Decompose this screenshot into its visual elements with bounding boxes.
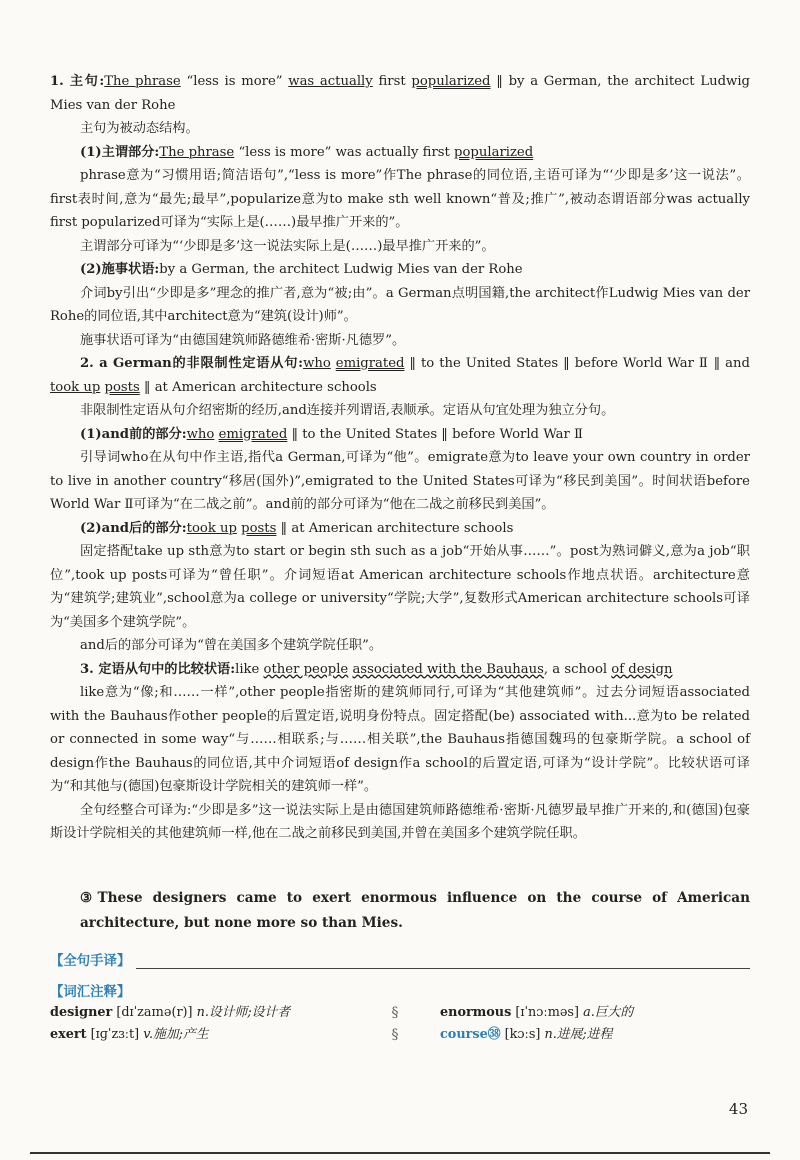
vocab-list bbox=[50, 1002, 750, 1046]
vocab-item: designer [dɪˈzaɪnə(r)] n.设计师;设计者 bbox=[50, 1004, 291, 1020]
section-1-heading: 1. 主句:The phrase “less is more” was actually first popularized ‖ by a German, the architect Ludwig Mies van der Rohe bbox=[50, 74, 750, 113]
paragraph: 介词by引出“少即是多”理念的推广者,意为“被;由”。a German点明国籍,the architect作Ludwig Mies van der Rohe的同位语,其中architect意为“建筑(设计)师”。 bbox=[50, 285, 750, 324]
quote-sentence: ③These designers came to exert enormous influence on the course of American architecture, but none more so than Mies. bbox=[80, 889, 750, 931]
paragraph: like意为“像;和……一样”,other people指密斯的建筑师同行,可译为“其他建筑师”。过去分词短语associated with the Bauhaus作other people的后置定语,说明身份特点。固定搭配(be) associated with...意为to be related or connected in some way“与……相联系;与……相关联”,the Bauhaus指德国魏玛的包豪斯学院。a school of design作the Bauhaus的同位语,其中介词短语of design作a school的后置定语,可译为“设计学院”。比较状语可译为“和其他与(德国)包豪斯设计学院相关的建筑师一样”。 bbox=[50, 685, 750, 794]
subsection-heading: (2)施事状语:by a German, the architect Ludwig Mies van der Rohe bbox=[80, 262, 523, 277]
document-page bbox=[50, 70, 750, 1046]
subsection-heading: (2)and后的部分:took up posts ‖ at American architecture schools bbox=[80, 520, 514, 536]
paragraph: 引导词who在从句中作主语,指代a German,可译为“他”。emigrate意为to leave your own country in order to live in another country“移居(国外)”,emigrated to the United States可译为“移民到美国”。时间状语before World War Ⅱ可译为“在二战之前”。and前的部分可译为“他在二战之前移民到美国”。 bbox=[50, 450, 750, 512]
answer-line[interactable] bbox=[136, 952, 750, 969]
paragraph: 全句经整合可译为:“少即是多”这一说法实际上是由德国建筑师路德维希·密斯·凡德罗最早推广开来的,和(德国)包豪斯设计学院相关的其他建筑师一样,他在二战之前移民到美国,并曾在美国多个建筑学院任职。 bbox=[50, 802, 750, 841]
section-3-heading: 3. 定语从句中的比较状语:like other people associated with the Bauhaus, a school of design bbox=[80, 661, 673, 677]
paragraph: 固定搭配take up sth意为to start or begin sth such as a job“开始从事……”。post为熟词僻义,意为a job“职位”,took up posts可译为“曾任职”。介词短语at American architecture schools作地点状语。architecture意为“建筑学;建筑业”,school意为a college or university“学院;大学”,复数形式American architecture schools可译为“美国多个建筑学院”。 bbox=[50, 544, 750, 630]
subsection-heading: (1)主谓部分:The phrase “less is more” was actually first popularized bbox=[80, 144, 534, 160]
vocab-item: enormous [ɪˈnɔːməs] a.巨大的 bbox=[440, 1004, 634, 1020]
vocab-separator: § bbox=[391, 1026, 399, 1043]
subsection-heading: (1)and前的部分:who emigrated ‖ to the United States ‖ before World War Ⅱ bbox=[80, 426, 583, 442]
section-2-heading: 2. a German的非限制性定语从句:who emigrated ‖ to the United States ‖ before World War Ⅱ ‖ and took up posts ‖ at American architecture schools bbox=[50, 356, 750, 395]
vocab-label: 【词汇注释】 bbox=[50, 984, 131, 1000]
footer-rule bbox=[30, 1152, 770, 1154]
vocab-separator: § bbox=[391, 1004, 399, 1021]
vocab-item: exert [ɪɡˈzɜːt] v.施加;产生 bbox=[50, 1026, 209, 1042]
translation-exercise bbox=[50, 950, 750, 969]
paragraph: 主句为被动态结构。 bbox=[80, 121, 199, 136]
paragraph: phrase意为“习惯用语;简洁语句”,“less is more”作The phrase的同位语,主语可译为“‘少即是多’这一说法”。first表时间,意为“最先;最早”,popularize意为to make sth well known“普及;推广”,被动态谓语部分was actually first popularized可译为“实际上是(……)最早推广开来的”。 bbox=[50, 168, 750, 230]
paragraph: 非限制性定语从句介绍密斯的经历,and连接并列谓语,表顺承。定语从句宜处理为独立分句。 bbox=[80, 403, 615, 418]
page-number: 43 bbox=[728, 1100, 748, 1118]
vocab-item: course㊳ [kɔːs] n.进展;进程 bbox=[440, 1026, 613, 1042]
exercise-label: 【全句手译】 bbox=[50, 953, 131, 969]
paragraph: 主谓部分可译为“‘少即是多’这一说法实际上是(……)最早推广开来的”。 bbox=[80, 238, 495, 254]
paragraph: 施事状语可译为“由德国建筑师路德维希·密斯·凡德罗”。 bbox=[80, 332, 406, 348]
paragraph: and后的部分可译为“曾在美国多个建筑学院任职”。 bbox=[80, 638, 383, 653]
